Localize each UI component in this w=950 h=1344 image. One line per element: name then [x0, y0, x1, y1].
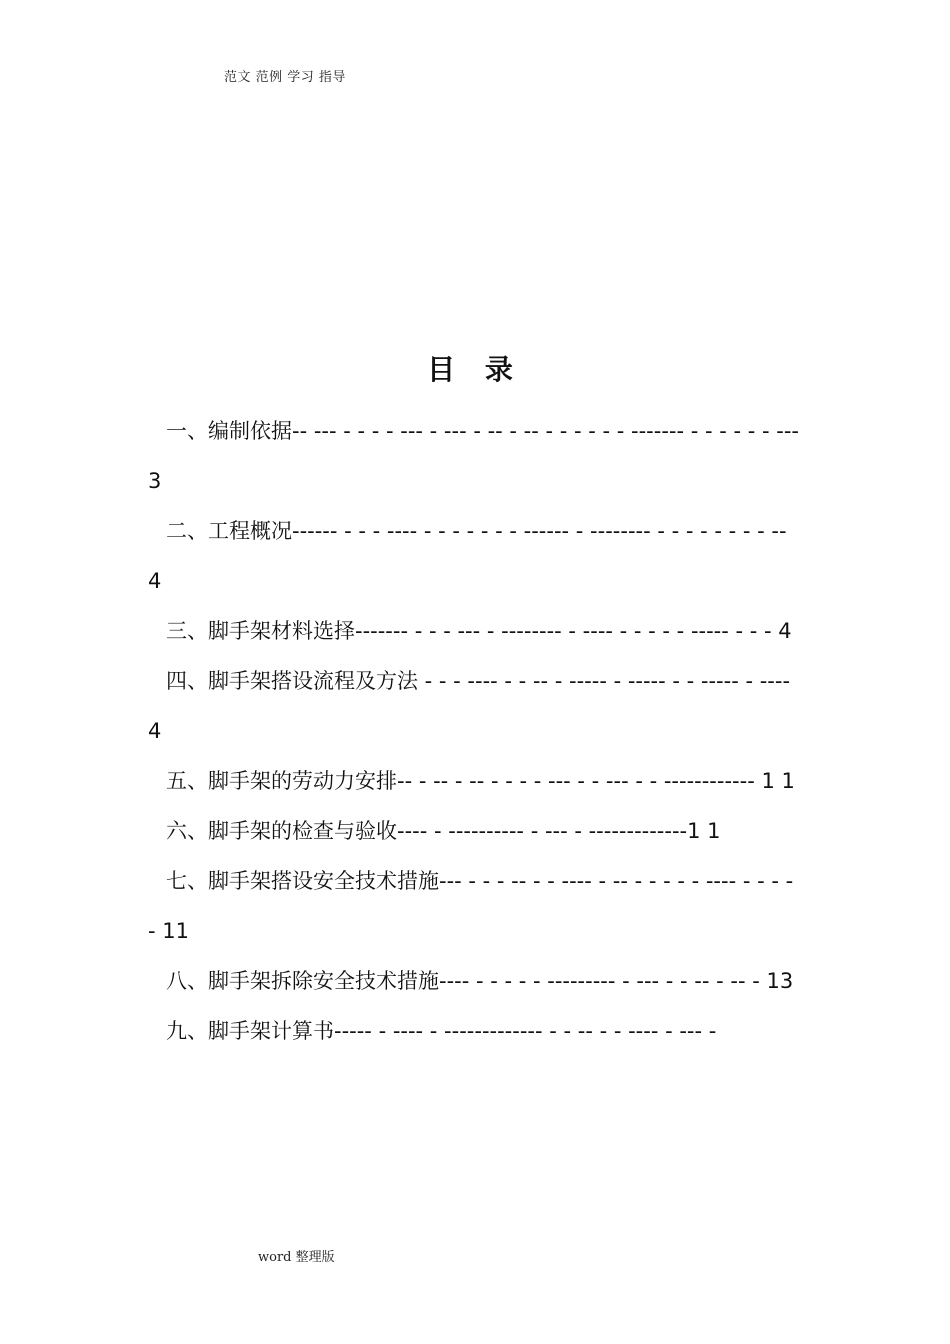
- toc-entry-text: 九、脚手架计算书----- - ---- - ------------- - - -- - - ---- - --- -: [166, 1019, 717, 1043]
- toc-title: 目 录: [427, 353, 523, 386]
- toc-entry-text: 六、脚手架的检查与验收---- - ---------- - --- - -------------1 1: [166, 819, 721, 843]
- toc-list: [148, 406, 803, 1056]
- toc-entry[interactable]: [148, 856, 803, 956]
- toc-entry[interactable]: [148, 406, 803, 506]
- toc-entry[interactable]: [148, 606, 803, 656]
- toc-entry[interactable]: [148, 756, 803, 806]
- toc-entry[interactable]: [148, 956, 803, 1006]
- toc-entry-text: 七、脚手架搭设安全技术措施--- - - - -- - - ---- - -- - - - - - ---- - - - - - 11: [148, 869, 794, 943]
- toc-entry-text: 四、脚手架搭设流程及方法 - - - ---- - - -- - ----- - ----- - - ----- - ----4: [148, 669, 791, 743]
- toc-entry-text: 二、工程概况------ - - - ---- - - - - - - - ------ - -------- - - - - - - - - -- 4: [148, 519, 787, 593]
- header-note: 范文 范例 学习 指导: [224, 70, 346, 85]
- toc-entry[interactable]: [148, 806, 803, 856]
- toc-entry[interactable]: [148, 1006, 803, 1056]
- toc-entry[interactable]: [148, 506, 803, 606]
- footer-note: word 整理版: [258, 1250, 335, 1265]
- toc-entry-text: 五、脚手架的劳动力安排-- - -- - -- - - - - --- - - --- - - ------------ 1 1: [166, 769, 795, 793]
- toc-entry[interactable]: [148, 656, 803, 756]
- toc-entry-text: 三、脚手架材料选择------- - - - --- - -------- - ---- - - - - - ----- - - - 4: [166, 619, 792, 643]
- toc-entry-text: 八、脚手架拆除安全技术措施---- - - - - - --------- - --- - - -- - -- - 13: [166, 969, 794, 993]
- toc-entry-text: 一、编制依据-- --- - - - - --- - --- - -- - -- - - - - - - ------- - - - - - - ---3: [148, 419, 799, 493]
